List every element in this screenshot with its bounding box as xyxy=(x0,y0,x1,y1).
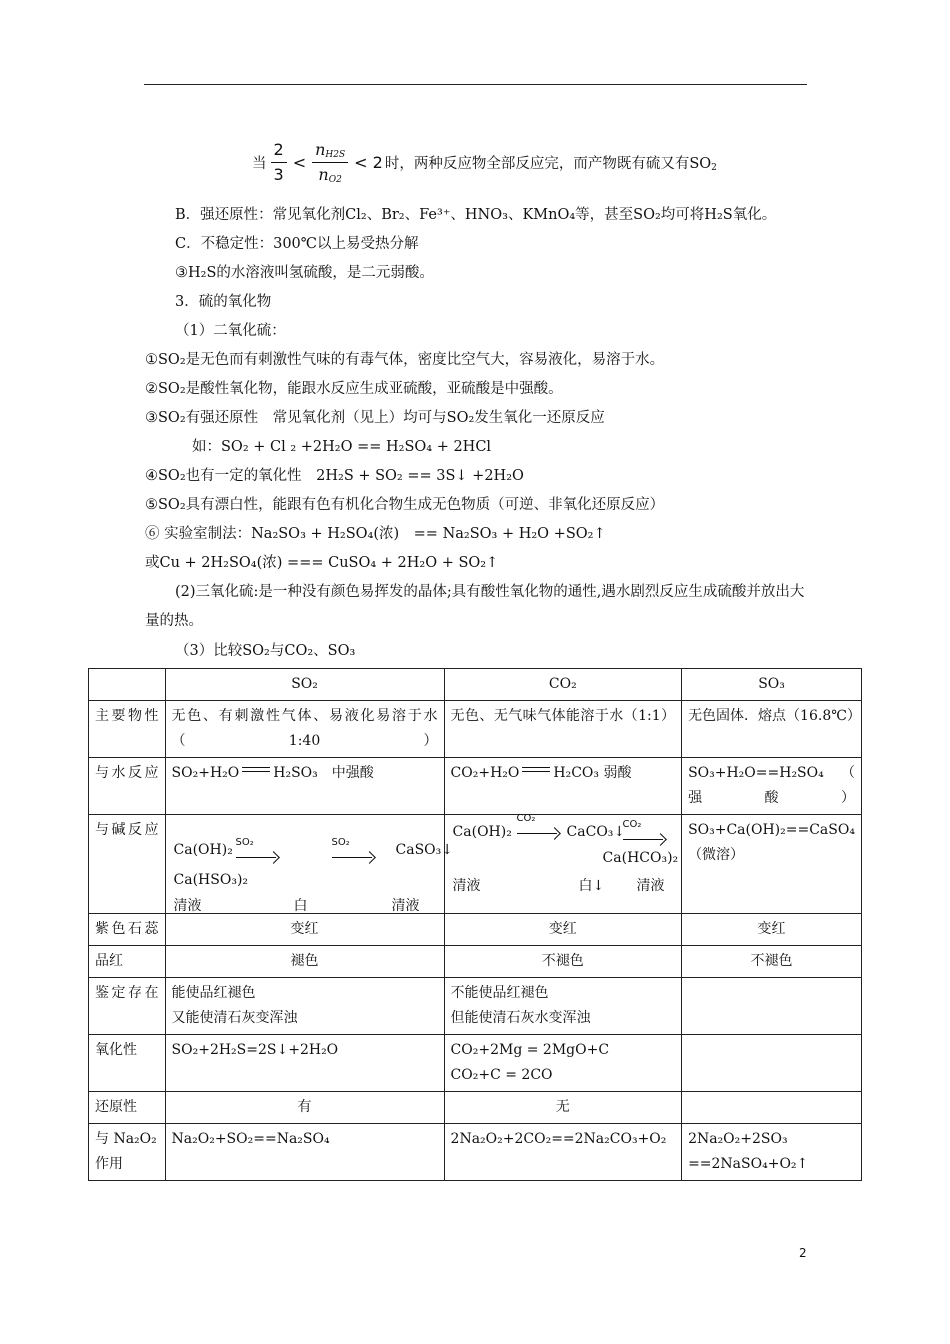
text-so2-property-5: ⑤SO₂具有漂白性，能跟有色有机化合物生成无色物质（可逆、非氧化还原反应） xyxy=(145,497,665,513)
table-row xyxy=(89,1092,862,1124)
table-cell: 变红 xyxy=(682,914,862,946)
table-cell: 无 xyxy=(444,1092,682,1124)
table-cell: 无色、无气味气体能溶于水（1:1） xyxy=(444,701,682,758)
table-cell: 有 xyxy=(165,1092,444,1124)
reaction-arrow-icon: CO₂ xyxy=(517,806,557,834)
text-sulfur-trioxide: (2)三氧化硫:是一种没有颜色易挥发的晶体;具有酸性氧化物的通性,遇水剧烈反应生成硫酸并放出大量的热。 xyxy=(145,584,805,629)
text-strong-reducibility: B．强还原性：常见氧化剂Cl₂、Br₂、Fe³⁺、HNO₃、KMnO₄等，甚至SO₂均可将H₂S氧化。 xyxy=(175,207,777,223)
table-header-cell: SO₃ xyxy=(682,669,862,701)
table-cell: Ca(OH)₂ CO₂ CaCO₃↓ CO₂ Ca(HCO₃)₂ 清液 白↓ 清液 xyxy=(444,815,682,914)
text-instability: C．不稳定性：300℃以上易受热分解 xyxy=(175,236,419,252)
table-row xyxy=(89,701,862,758)
fraction-prefix: 当 xyxy=(252,155,267,172)
table-cell: 变红 xyxy=(444,914,682,946)
fraction-two-thirds: $\frac{2}{3}$ xyxy=(271,141,287,184)
table-cell: 不褪色 xyxy=(682,946,862,978)
row-label: 与 Na₂O₂ 作用 xyxy=(89,1124,166,1181)
text-so2-property-1: ①SO₂是无色而有刺激性气味的有毒气体，密度比空气大，容易液化，易溶于水。 xyxy=(145,352,665,368)
table-cell: 能使品红褪色 又能使清石灰变浑浊 xyxy=(165,978,444,1035)
subheading-comparison: （3）比较SO₂与CO₂、SO₃ xyxy=(175,643,356,659)
text-so2-lab-prep-alt: 或Cu + 2H₂SO₄(浓) === CuSO₄ + 2H₂O + SO₂↑ xyxy=(145,555,499,571)
table-header-cell: SO₂ xyxy=(165,669,444,701)
fraction-condition-line xyxy=(252,140,717,184)
table-cell: SO₃+Ca(OH)₂==CaSO₄（微溶） xyxy=(682,815,862,914)
table-cell: 不褪色 xyxy=(444,946,682,978)
table-cell: Ca(OH)₂ SO₂ SO₂ CaSO₃↓ Ca(HSO₃)₂ 清液 白 清液 xyxy=(165,815,444,914)
row-label: 主要物性 xyxy=(89,701,166,758)
table-row xyxy=(89,914,862,946)
row-label: 与水反应 xyxy=(89,758,166,815)
table-cell xyxy=(682,1092,862,1124)
row-label: 品红 xyxy=(89,946,166,978)
row-label: 与碱反应 xyxy=(89,815,166,914)
row-label: 氧化性 xyxy=(89,1035,166,1092)
table-cell: 无色固体．熔点（16.8℃） xyxy=(682,701,862,758)
table-cell: 变红 xyxy=(165,914,444,946)
row-label: 紫色石蕊 xyxy=(89,914,166,946)
table-cell xyxy=(682,978,862,1035)
table-cell: SO₃+H₂O==H₂SO₄（ 强酸） xyxy=(682,758,862,815)
table-row xyxy=(89,978,862,1035)
text-so2-example: 如：SO₂ + Cl ₂ +2H₂O == H₂SO₄ + 2HCl xyxy=(192,439,492,455)
table-row xyxy=(89,1124,862,1181)
reaction-arrow-icon: SO₂ xyxy=(332,830,372,858)
table-cell: Na₂O₂+SO₂==Na₂SO₄ xyxy=(165,1124,444,1181)
section-heading-sulfur-oxides: 3．硫的氧化物 xyxy=(175,294,272,310)
page-number: 2 xyxy=(799,1246,807,1260)
comparison-table xyxy=(88,668,862,1181)
reaction-arrow-icon: CO₂ xyxy=(623,812,663,840)
table-row xyxy=(89,758,862,815)
fraction-mole-ratio: $\frac{n_{H2S}}{n_{O2}}$ xyxy=(312,141,348,184)
reaction-arrow-icon: SO₂ xyxy=(236,830,276,858)
table-cell: 不能使品红褪色 但能使清石灰水变浑浊 xyxy=(444,978,682,1035)
table-cell: 2Na₂O₂+2SO₃ ==2NaSO₄+O₂↑ xyxy=(682,1124,862,1181)
table-row xyxy=(89,1035,862,1092)
table-cell: CO₂+2Mg = 2MgO+C CO₂+C = 2CO xyxy=(444,1035,682,1092)
less-than-sign: < xyxy=(292,152,307,172)
table-cell: SO₂+H₂O H₂SO₃ 中强酸 xyxy=(165,758,444,815)
table-cell xyxy=(682,1035,862,1092)
table-cell: SO₂+2H₂S=2S↓+2H₂O xyxy=(165,1035,444,1092)
header-rule xyxy=(144,84,807,85)
fraction-suffix: 时，两种反应物全部反应完，而产物既有硫又有$SO_2$ xyxy=(384,155,717,173)
table-header-row xyxy=(89,669,862,701)
table-cell: 无色、有刺激性气体、易液化易溶于水（1:40） xyxy=(165,701,444,758)
equilibrium-arrow-icon xyxy=(522,765,550,775)
table-cell: 褪色 xyxy=(165,946,444,978)
table-row xyxy=(89,815,862,914)
row-label: 鉴定存在 xyxy=(89,978,166,1035)
text-so2-lab-prep: ⑥ 实验室制法：Na₂SO₃ + H₂SO₄(浓) == Na₂SO₃ + H₂O +SO₂↑ xyxy=(145,526,606,542)
table-cell: CO₂+H₂O H₂CO₃ 弱酸 xyxy=(444,758,682,815)
text-hydrosulfuric-acid: ③H₂S的水溶液叫氢硫酸，是二元弱酸。 xyxy=(175,265,434,281)
less-than-two: < 2 xyxy=(354,152,383,172)
text-so2-property-3: ③SO₂有强还原性 常见氧化剂（见上）均可与SO₂发生氧化一还原反应 xyxy=(145,410,605,426)
subheading-sulfur-dioxide: （1）二氧化硫： xyxy=(175,323,286,339)
equilibrium-arrow-icon xyxy=(242,765,270,775)
table-header-cell xyxy=(89,669,166,701)
text-so2-property-2: ②SO₂是酸性氧化物，能跟水反应生成亚硫酸，亚硫酸是中强酸。 xyxy=(145,381,563,397)
table-row xyxy=(89,946,862,978)
row-label: 还原性 xyxy=(89,1092,166,1124)
table-cell: 2Na₂O₂+2CO₂==2Na₂CO₃+O₂ xyxy=(444,1124,682,1181)
table-header-cell: CO₂ xyxy=(444,669,682,701)
text-so2-property-4: ④SO₂也有一定的氧化性 2H₂S + SO₂ == 3S↓ +2H₂O xyxy=(145,468,524,484)
